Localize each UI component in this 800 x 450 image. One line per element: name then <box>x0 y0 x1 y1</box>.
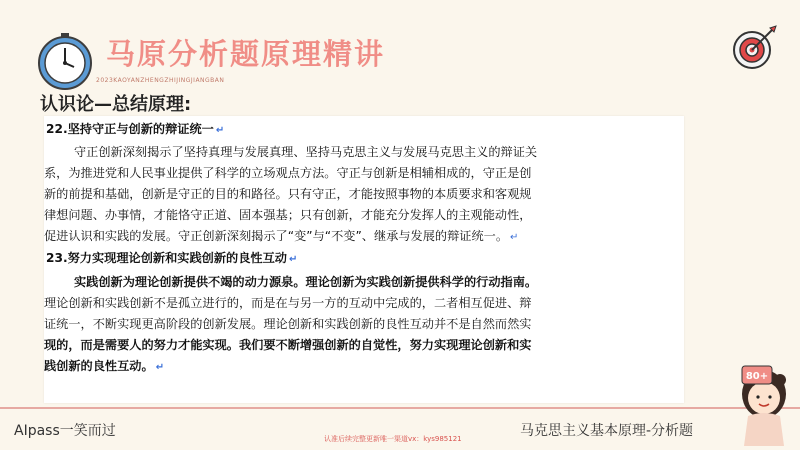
item-23-line-text: 践创新的良性互动。 <box>44 359 154 373</box>
footer-course-name: 马克思主义基本原理-分析题 <box>520 423 694 439</box>
item-22-line: 新的前提和基础，创新是守正的目的和路径。只有守正，才能按照事物的本质要求和客观规 <box>44 187 532 201</box>
tiny-caption: 2023KAOYANZHENGZHIJINGJIANGBAN <box>96 77 225 84</box>
item-22-line: 守正创新深刻揭示了坚持真理与发展真理、坚持马克思主义与发展马克思主义的辩证关 <box>74 145 538 159</box>
content-card <box>44 116 684 403</box>
footer-brand: AIpass一笑而过 <box>14 423 116 439</box>
page-title: 马原分析题原理精讲 <box>106 37 386 71</box>
section-heading: 认识论—总结原理: <box>40 94 192 115</box>
paragraph-mark: ↵ <box>288 254 298 265</box>
clock-icon <box>34 30 96 92</box>
item-22-title <box>46 119 686 140</box>
item-22-line-text: 促进认识和实践的发展。守正创新深刻揭示了“变”与“不变”、继承与发展的辩证统一。 <box>44 229 509 243</box>
girl-illustration <box>734 360 794 446</box>
footer-divider <box>0 407 800 409</box>
item-22-title-text: 22.坚持守正与创新的辩证统一 <box>46 122 214 136</box>
paragraph-mark: ↵ <box>215 125 225 136</box>
paragraph-mark: ↵ <box>510 232 519 243</box>
footer-notice: 认准后续完整更新唯一渠道vx：kys985121 <box>324 435 462 443</box>
item-23-line: 理论创新和实践创新不是孤立进行的，而是在与另一方的互动中完成的，二者相互促进、辩 <box>44 296 532 310</box>
item-23-line: 实践创新为理论创新提供不竭的动力源泉。理论创新为实践创新提供科学的行动指南。 <box>74 275 538 289</box>
item-23-title-text: 23.努力实现理论创新和实践创新的良性互动 <box>46 251 287 265</box>
item-22-line: 律想问题、办事情，才能恪守正道、固本强基；只有创新，才能充分发挥人的主观能动性， <box>44 208 532 222</box>
item-23-line: 证统一，不断实现更高阶段的创新发展。理论创新和实践创新的良性互动并不是自然而然实 <box>44 317 532 331</box>
item-22-line: 系，为推进党和人民事业提供了科学的立场观点方法。守正与创新是相辅相成的，守正是创 <box>44 166 532 180</box>
item-22-line-last <box>44 226 684 247</box>
target-icon <box>730 24 778 72</box>
sign-text: 80+ <box>745 371 769 382</box>
paragraph-mark: ↵ <box>155 362 165 373</box>
item-23-line-last <box>44 356 684 377</box>
item-23-title <box>46 248 686 269</box>
item-23-line: 现的，而是需要人的努力才能实现。我们要不断增强创新的自觉性，努力实现理论创新和实 <box>44 338 532 352</box>
